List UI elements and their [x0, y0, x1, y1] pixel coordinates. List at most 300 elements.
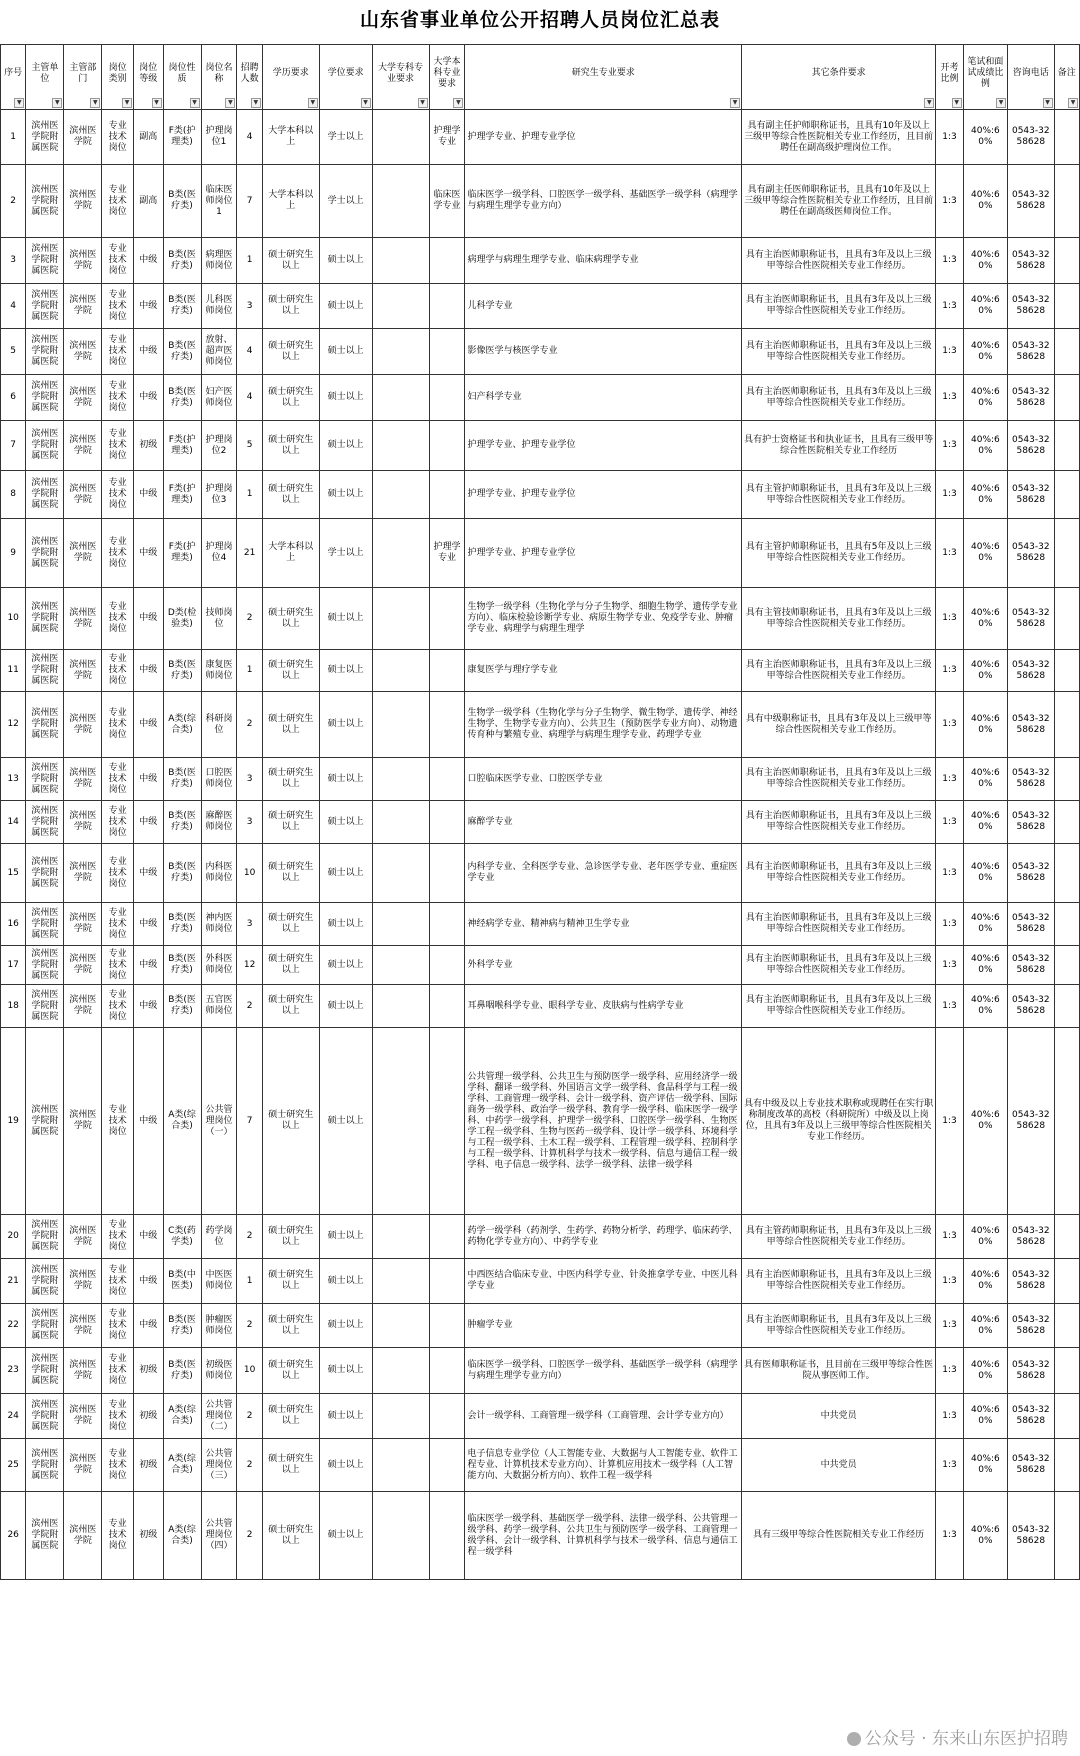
table-cell: 专业技术岗位: [102, 1348, 134, 1394]
table-cell: [1054, 110, 1079, 165]
table-cell: 专业技术岗位: [102, 903, 134, 946]
table-cell: 滨州医学院: [64, 844, 102, 903]
table-cell: 13: [1, 758, 26, 801]
table-cell: 硕士研究生以上: [262, 375, 319, 421]
table-cell: 17: [1, 946, 26, 985]
table-cell: 40%:60%: [963, 1439, 1007, 1492]
table-cell: 滨州医学院附属医院: [26, 946, 64, 985]
table-cell: [372, 1439, 429, 1492]
table-cell: 滨州医学院: [64, 650, 102, 692]
table-row: [1, 165, 1080, 238]
table-cell: [429, 692, 465, 758]
column-header: [26, 45, 64, 110]
table-cell: 专业技术岗位: [102, 1028, 134, 1215]
column-header-label: 开考比例: [940, 62, 959, 84]
table-row: [1, 1492, 1080, 1580]
table-cell: 护理岗位1: [201, 110, 237, 165]
column-header: [742, 45, 936, 110]
table-cell: 肿瘤学专业: [465, 1304, 742, 1348]
table-cell: 临床医学专业: [429, 165, 465, 238]
table-cell: [429, 329, 465, 375]
table-cell: 10: [237, 844, 262, 903]
filter-dropdown-icon[interactable]: ▼: [418, 98, 428, 108]
table-cell: 滨州医学院附属医院: [26, 985, 64, 1028]
table-cell: 22: [1, 1304, 26, 1348]
column-header: [64, 45, 102, 110]
table-cell: 外科学专业: [465, 946, 742, 985]
table-cell: 40%:60%: [963, 903, 1007, 946]
table-cell: 硕士研究生以上: [262, 758, 319, 801]
table-cell: 神经病学专业、精神病与精神卫生学专业: [465, 903, 742, 946]
table-cell: 具有主管护师职称证书，且具有5年及以上三级甲等综合性医院相关专业工作经历。: [742, 519, 936, 588]
table-cell: B类(中医类): [163, 1259, 201, 1304]
table-cell: 20: [1, 1215, 26, 1259]
table-cell: 具有主治医师职称证书，且具有3年及以上三级甲等综合性医院相关专业工作经历。: [742, 946, 936, 985]
table-cell: 耳鼻咽喉科学专业、眼科学专业、皮肤病与性病学专业: [465, 985, 742, 1028]
table-cell: 19: [1, 1028, 26, 1215]
table-cell: [1054, 692, 1079, 758]
table-cell: [1054, 238, 1079, 284]
table-cell: 科研岗位: [201, 692, 237, 758]
table-cell: 0543-3258628: [1008, 1259, 1054, 1304]
table-cell: [372, 238, 429, 284]
table-cell: 硕士研究生以上: [262, 588, 319, 650]
filter-dropdown-icon[interactable]: ▼: [1043, 98, 1053, 108]
table-cell: 滨州医学院: [64, 801, 102, 844]
table-cell: 硕士研究生以上: [262, 238, 319, 284]
table-cell: [372, 471, 429, 519]
table-cell: 具有护士资格证书和执业证书，且具有三级甲等综合性医院相关专业工作经历: [742, 421, 936, 471]
filter-dropdown-icon[interactable]: ▼: [152, 98, 162, 108]
table-cell: 具有主治医师职称证书，且具有3年及以上三级甲等综合性医院相关专业工作经历。: [742, 801, 936, 844]
table-cell: [1054, 375, 1079, 421]
filter-dropdown-icon[interactable]: ▼: [225, 98, 235, 108]
table-cell: 滨州医学院: [64, 110, 102, 165]
table-row: [1, 238, 1080, 284]
table-cell: 临床医学一级学科、口腔医学一级学科、基础医学一级学科（病理学与病理生理学专业方向）: [465, 165, 742, 238]
table-cell: 滨州医学院附属医院: [26, 471, 64, 519]
table-cell: 21: [1, 1259, 26, 1304]
table-cell: 硕士研究生以上: [262, 1304, 319, 1348]
table-cell: 生物学一级学科（生物化学与分子生物学、微生物学、遗传学、神经生物学、生物学专业方向）、公共卫生（预防医学专业方向）、动物遗传育种与繁殖专业、病理学与病理生理学专业、药理学专业: [465, 692, 742, 758]
table-cell: 专业技术岗位: [102, 1215, 134, 1259]
table-cell: 40%:60%: [963, 375, 1007, 421]
table-cell: 具有主治医师职称证书，且具有3年及以上三级甲等综合性医院相关专业工作经历。: [742, 985, 936, 1028]
table-cell: 公共管理岗位（三）: [201, 1439, 237, 1492]
table-cell: 病理学与病理生理学专业、临床病理学专业: [465, 238, 742, 284]
table-cell: 硕士以上: [319, 1348, 372, 1394]
column-header: [102, 45, 134, 110]
table-cell: 专业技术岗位: [102, 284, 134, 329]
filter-dropdown-icon[interactable]: ▼: [924, 98, 934, 108]
table-cell: 0543-3258628: [1008, 375, 1054, 421]
table-cell: 0543-3258628: [1008, 1492, 1054, 1580]
table-cell: 专业技术岗位: [102, 985, 134, 1028]
table-cell: [372, 650, 429, 692]
table-cell: 内科学专业、全科医学专业、急诊医学专业、老年医学专业、重症医学专业: [465, 844, 742, 903]
table-cell: 1:3: [936, 329, 963, 375]
table-cell: 10: [1, 588, 26, 650]
table-cell: 硕士研究生以上: [262, 329, 319, 375]
table-cell: 硕士以上: [319, 471, 372, 519]
table-body: [1, 110, 1080, 1580]
table-cell: 中级: [134, 1028, 164, 1215]
table-cell: 滨州医学院: [64, 165, 102, 238]
table-cell: 硕士以上: [319, 801, 372, 844]
column-header-label: 岗位性质: [168, 62, 196, 84]
table-cell: 康复医学与理疗学专业: [465, 650, 742, 692]
table-cell: 滨州医学院附属医院: [26, 1439, 64, 1492]
filter-dropdown-icon[interactable]: ▼: [90, 98, 100, 108]
table-cell: [1054, 519, 1079, 588]
filter-dropdown-icon[interactable]: ▼: [730, 98, 740, 108]
table-cell: 会计一级学科、工商管理一级学科（工商管理、会计学专业方向）: [465, 1394, 742, 1439]
table-cell: 5: [237, 421, 262, 471]
table-cell: [429, 238, 465, 284]
table-cell: B类(医疗类): [163, 903, 201, 946]
table-cell: 中级: [134, 519, 164, 588]
table-cell: [1054, 903, 1079, 946]
table-cell: 专业技术岗位: [102, 1304, 134, 1348]
table-cell: 专业技术岗位: [102, 692, 134, 758]
table-cell: 护理岗位2: [201, 421, 237, 471]
table-cell: 硕士以上: [319, 375, 372, 421]
table-cell: 专业技术岗位: [102, 238, 134, 284]
table-cell: 3: [237, 801, 262, 844]
job-table: [0, 44, 1080, 1580]
table-cell: [372, 1028, 429, 1215]
table-cell: 滨州医学院: [64, 284, 102, 329]
table-cell: 1:3: [936, 1492, 963, 1580]
table-cell: 1:3: [936, 421, 963, 471]
table-cell: 具有医师职称证书，且目前在三级甲等综合性医院从事医师工作。: [742, 1348, 936, 1394]
table-cell: 公共管理一级学科、公共卫生与预防医学一级学科、应用经济学一级学科、翻译一级学科、外国语言文学一级学科、食品科学与工程一级学科、工商管理一级学科、会计一级学科、资产评估一级学科、国际商务一级学科、政治学一级学科、教育学一级学科、临床医学一级学科、中药学一级学科、护理学一级学科、口腔医学一级学科、生物医学工程一级学科、生物与医药一级学科、设计学一级学科、环境科学与工程一级学科、土木工程一级学科、工程管理一级学科、控制科学与工程一级学科、计算机科学与技术一级学科、信息与通信工程一级学科、电子信息一级学科、法学一级学科、法律一级学科: [465, 1028, 742, 1215]
table-cell: 1:3: [936, 844, 963, 903]
table-cell: 0543-3258628: [1008, 471, 1054, 519]
table-cell: [429, 758, 465, 801]
column-header: [262, 45, 319, 110]
table-cell: 药学一级学科（药剂学、生药学、药物分析学、药理学、临床药学、药物化学专业方向）、中药学专业: [465, 1215, 742, 1259]
table-cell: 硕士以上: [319, 284, 372, 329]
table-cell: 0543-3258628: [1008, 1439, 1054, 1492]
table-cell: 40%:60%: [963, 650, 1007, 692]
table-cell: 40%:60%: [963, 471, 1007, 519]
table-cell: 40%:60%: [963, 1348, 1007, 1394]
table-cell: C类(药学类): [163, 1215, 201, 1259]
table-cell: [372, 844, 429, 903]
table-cell: 硕士研究生以上: [262, 692, 319, 758]
table-cell: 18: [1, 985, 26, 1028]
table-cell: 中级: [134, 903, 164, 946]
table-cell: 滨州医学院: [64, 903, 102, 946]
table-cell: 儿科学专业: [465, 284, 742, 329]
filter-dropdown-icon[interactable]: ▼: [52, 98, 62, 108]
table-cell: 12: [1, 692, 26, 758]
table-cell: 硕士以上: [319, 903, 372, 946]
table-cell: 硕士以上: [319, 650, 372, 692]
table-cell: 专业技术岗位: [102, 329, 134, 375]
table-cell: 滨州医学院附属医院: [26, 284, 64, 329]
filter-dropdown-icon[interactable]: ▼: [308, 98, 318, 108]
table-cell: 40%:60%: [963, 238, 1007, 284]
table-cell: 大学本科以上: [262, 165, 319, 238]
table-cell: [1054, 1028, 1079, 1215]
table-cell: [1054, 801, 1079, 844]
filter-dropdown-icon[interactable]: ▼: [996, 98, 1006, 108]
table-cell: 硕士研究生以上: [262, 1259, 319, 1304]
table-cell: [372, 284, 429, 329]
table-cell: [429, 1304, 465, 1348]
column-header-label: 岗位类别: [108, 62, 127, 84]
table-cell: [1054, 1439, 1079, 1492]
table-cell: 0543-3258628: [1008, 588, 1054, 650]
table-cell: 3: [237, 758, 262, 801]
table-cell: 2: [237, 1304, 262, 1348]
table-cell: 硕士研究生以上: [262, 1394, 319, 1439]
table-cell: 1: [237, 471, 262, 519]
filter-dropdown-icon[interactable]: ▼: [14, 98, 24, 108]
table-cell: 滨州医学院: [64, 1348, 102, 1394]
table-cell: 具有三级甲等综合性医院相关专业工作经历: [742, 1492, 936, 1580]
table-cell: 中级: [134, 588, 164, 650]
table-cell: 0543-3258628: [1008, 692, 1054, 758]
watermark: [843, 1722, 1072, 1756]
table-cell: 大学本科以上: [262, 110, 319, 165]
table-cell: 硕士研究生以上: [262, 1439, 319, 1492]
table-cell: 滨州医学院: [64, 1492, 102, 1580]
table-cell: 1:3: [936, 1215, 963, 1259]
table-cell: [1054, 985, 1079, 1028]
table-cell: [429, 985, 465, 1028]
table-cell: 肿瘤医师岗位: [201, 1304, 237, 1348]
table-cell: 40%:60%: [963, 1259, 1007, 1304]
table-cell: 1:3: [936, 985, 963, 1028]
table-row: [1, 1259, 1080, 1304]
table-cell: 1:3: [936, 1028, 963, 1215]
table-cell: [1054, 165, 1079, 238]
table-cell: 26: [1, 1492, 26, 1580]
table-cell: [372, 758, 429, 801]
table-row: [1, 903, 1080, 946]
column-header: [1054, 45, 1079, 110]
column-header: [319, 45, 372, 110]
table-cell: 滨州医学院: [64, 985, 102, 1028]
table-cell: 口腔临床医学专业、口腔医学专业: [465, 758, 742, 801]
table-row: [1, 692, 1080, 758]
column-header-label: 笔试和面试成绩比例: [967, 57, 1004, 89]
table-cell: 0543-3258628: [1008, 329, 1054, 375]
table-cell: B类(医疗类): [163, 284, 201, 329]
table-cell: 滨州医学院: [64, 1304, 102, 1348]
table-cell: 滨州医学院附属医院: [26, 110, 64, 165]
table-cell: 初级医师岗位: [201, 1348, 237, 1394]
table-cell: 滨州医学院附属医院: [26, 1348, 64, 1394]
table-cell: A类(综合类): [163, 1028, 201, 1215]
table-cell: 2: [237, 1215, 262, 1259]
column-header: [237, 45, 262, 110]
table-cell: B类(医疗类): [163, 946, 201, 985]
table-cell: 内科医师岗位: [201, 844, 237, 903]
table-cell: 专业技术岗位: [102, 801, 134, 844]
table-row: [1, 329, 1080, 375]
table-cell: [429, 1215, 465, 1259]
table-cell: 硕士以上: [319, 1492, 372, 1580]
filter-dropdown-icon[interactable]: ▼: [1068, 98, 1078, 108]
table-cell: 学士以上: [319, 519, 372, 588]
table-cell: 初级: [134, 421, 164, 471]
table-cell: 中级: [134, 375, 164, 421]
table-cell: 中级: [134, 844, 164, 903]
table-cell: 专业技术岗位: [102, 1439, 134, 1492]
table-cell: 40%:60%: [963, 165, 1007, 238]
table-cell: 2: [237, 1492, 262, 1580]
table-cell: 1:3: [936, 471, 963, 519]
table-cell: D类(检验类): [163, 588, 201, 650]
table-cell: 放射、超声医师岗位: [201, 329, 237, 375]
table-cell: [429, 375, 465, 421]
table-cell: 具有主治医师职称证书，且具有3年及以上三级甲等综合性医院相关专业工作经历。: [742, 650, 936, 692]
column-header-label: 主管单位: [31, 62, 59, 84]
table-cell: 硕士以上: [319, 588, 372, 650]
table-row: [1, 1215, 1080, 1259]
table-cell: 滨州医学院附属医院: [26, 588, 64, 650]
table-cell: 0543-3258628: [1008, 284, 1054, 329]
table-cell: [1054, 758, 1079, 801]
table-cell: [1054, 844, 1079, 903]
table-cell: 专业技术岗位: [102, 650, 134, 692]
table-cell: [429, 1492, 465, 1580]
table-cell: 滨州医学院: [64, 329, 102, 375]
filter-dropdown-icon[interactable]: ▼: [952, 98, 962, 108]
table-row: [1, 471, 1080, 519]
table-row: [1, 1439, 1080, 1492]
table-cell: [1054, 1215, 1079, 1259]
table-title: 山东省事业单位公开招聘人员岗位汇总表: [359, 9, 720, 31]
table-cell: F类(护理类): [163, 421, 201, 471]
table-cell: 1:3: [936, 519, 963, 588]
table-cell: 滨州医学院: [64, 1215, 102, 1259]
table-cell: 滨州医学院: [64, 1439, 102, 1492]
table-cell: 专业技术岗位: [102, 421, 134, 471]
table-cell: B类(医疗类): [163, 650, 201, 692]
table-cell: 6: [1, 375, 26, 421]
table-cell: 40%:60%: [963, 421, 1007, 471]
table-cell: [429, 284, 465, 329]
table-cell: 硕士以上: [319, 1028, 372, 1215]
table-cell: 中共党员: [742, 1394, 936, 1439]
table-cell: 滨州医学院附属医院: [26, 1028, 64, 1215]
table-cell: [429, 903, 465, 946]
table-cell: [372, 801, 429, 844]
table-cell: 14: [1, 801, 26, 844]
table-cell: 40%:60%: [963, 801, 1007, 844]
filter-dropdown-icon[interactable]: ▼: [361, 98, 371, 108]
column-header: [963, 45, 1007, 110]
table-cell: 7: [237, 1028, 262, 1215]
table-cell: F类(护理类): [163, 471, 201, 519]
filter-dropdown-icon[interactable]: ▼: [251, 98, 261, 108]
table-cell: [372, 985, 429, 1028]
column-header-label: 学历要求: [272, 68, 309, 78]
table-cell: B类(医疗类): [163, 844, 201, 903]
table-cell: A类(综合类): [163, 1439, 201, 1492]
table-cell: 具有主治医师职称证书，且具有3年及以上三级甲等综合性医院相关专业工作经历。: [742, 284, 936, 329]
table-cell: 0543-3258628: [1008, 238, 1054, 284]
table-row: [1, 110, 1080, 165]
table-cell: 护理学专业: [429, 519, 465, 588]
table-cell: 硕士研究生以上: [262, 1348, 319, 1394]
table-cell: 0543-3258628: [1008, 421, 1054, 471]
table-cell: 公共管理岗位（一）: [201, 1028, 237, 1215]
column-header-label: 其它条件要求: [811, 68, 866, 78]
table-cell: 学士以上: [319, 110, 372, 165]
table-cell: 24: [1, 1394, 26, 1439]
column-header-label: 大学本科专业要求: [433, 57, 461, 89]
column-header-label: 岗位名称: [205, 62, 233, 84]
table-cell: [1054, 1348, 1079, 1394]
table-row: [1, 844, 1080, 903]
table-cell: 滨州医学院附属医院: [26, 1259, 64, 1304]
table-cell: 2: [237, 985, 262, 1028]
table-cell: 滨州医学院附属医院: [26, 238, 64, 284]
table-row: [1, 946, 1080, 985]
table-cell: 5: [1, 329, 26, 375]
table-cell: F类(护理类): [163, 110, 201, 165]
column-header: [1, 45, 26, 110]
table-cell: [429, 588, 465, 650]
table-cell: 40%:60%: [963, 284, 1007, 329]
filter-dropdown-icon[interactable]: ▼: [190, 98, 200, 108]
table-cell: 生物学一级学科（生物化学与分子生物学、细胞生物学、遗传学专业方向）、临床检验诊断学专业、病原生物学专业、免疫学专业、肿瘤学专业、病理学与病理生理学: [465, 588, 742, 650]
table-cell: B类(医疗类): [163, 238, 201, 284]
table-cell: A类(综合类): [163, 692, 201, 758]
table-cell: 滨州医学院附属医院: [26, 519, 64, 588]
table-cell: 1:3: [936, 801, 963, 844]
table-cell: 具有主治医师职称证书，且具有3年及以上三级甲等综合性医院相关专业工作经历。: [742, 1259, 936, 1304]
table-cell: [1054, 1394, 1079, 1439]
table-cell: 滨州医学院: [64, 519, 102, 588]
table-cell: [429, 801, 465, 844]
table-cell: [372, 165, 429, 238]
table-cell: [372, 1348, 429, 1394]
table-cell: 12: [237, 946, 262, 985]
table-cell: 滨州医学院附属医院: [26, 329, 64, 375]
table-cell: 1:3: [936, 692, 963, 758]
filter-dropdown-icon[interactable]: ▼: [122, 98, 132, 108]
table-cell: 硕士以上: [319, 238, 372, 284]
table-cell: 初级: [134, 1492, 164, 1580]
table-cell: 7: [237, 165, 262, 238]
column-header: [1008, 45, 1054, 110]
table-row: [1, 801, 1080, 844]
table-cell: B类(医疗类): [163, 1304, 201, 1348]
table-cell: 滨州医学院: [64, 375, 102, 421]
table-cell: [429, 1028, 465, 1215]
table-cell: 1:3: [936, 1304, 963, 1348]
table-cell: 1: [237, 238, 262, 284]
table-cell: 1: [1, 110, 26, 165]
table-cell: B类(医疗类): [163, 985, 201, 1028]
table-cell: 具有副主任护师职称证书，且具有10年及以上三级甲等综合性医院相关专业工作经历，且目前聘任在副高级护理岗位工作。: [742, 110, 936, 165]
table-cell: 硕士研究生以上: [262, 1215, 319, 1259]
table-cell: 电子信息专业学位（人工智能专业、大数据与人工智能专业、软件工程专业、计算机技术专业方向）、计算机应用技术一级学科（人工智能方向、大数据分析方向）、软件工程一级学科: [465, 1439, 742, 1492]
table-cell: 专业技术岗位: [102, 165, 134, 238]
filter-dropdown-icon[interactable]: ▼: [453, 98, 463, 108]
table-cell: 滨州医学院附属医院: [26, 1394, 64, 1439]
table-cell: 中级: [134, 284, 164, 329]
table-cell: 滨州医学院: [64, 238, 102, 284]
column-header-label: 大学专科专业要求: [378, 62, 424, 84]
